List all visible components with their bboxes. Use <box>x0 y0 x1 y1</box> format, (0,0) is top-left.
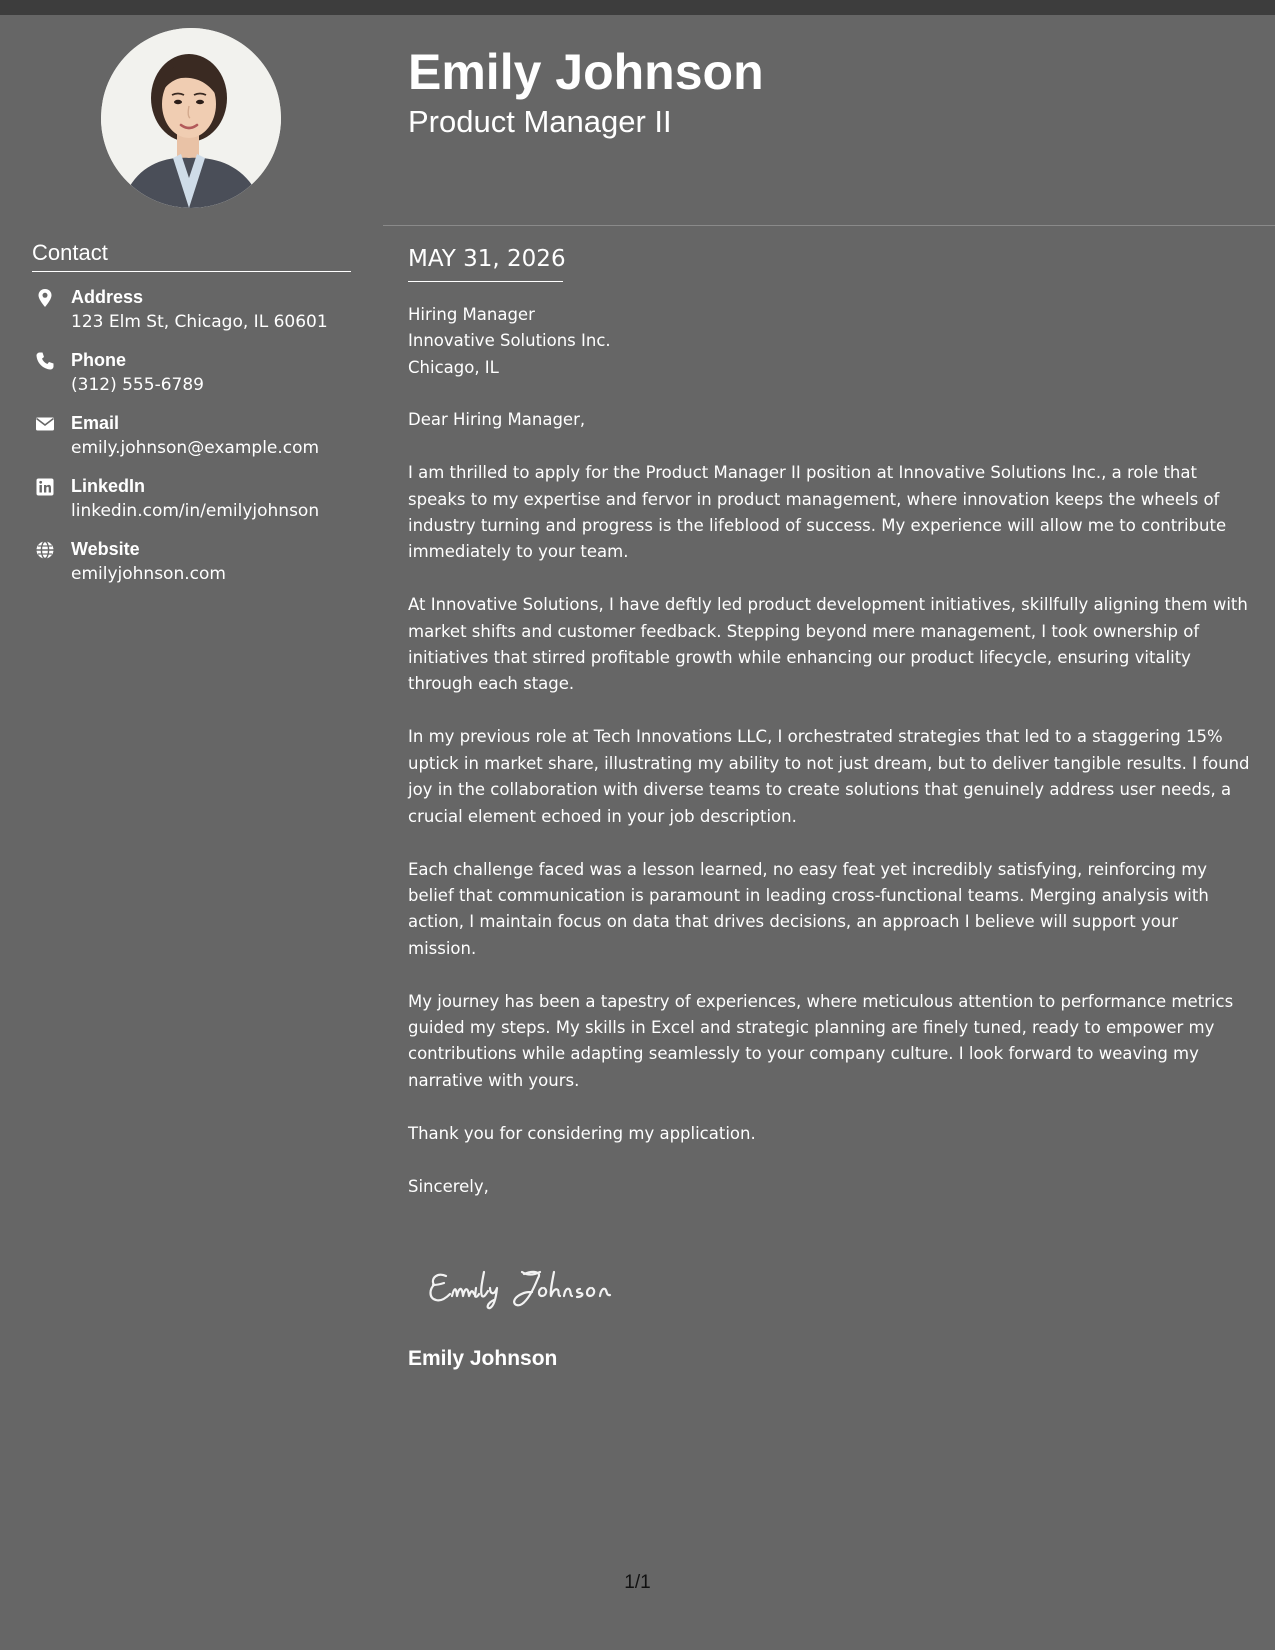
contact-item-linkedin <box>32 475 362 538</box>
job-title: Product Manager II <box>408 104 672 139</box>
phone-icon <box>35 351 55 371</box>
location-pin-icon <box>35 288 55 308</box>
letter-date: MAY 31, 2026 <box>408 246 566 272</box>
contact-list <box>32 286 362 601</box>
salutation: Dear Hiring Manager, <box>408 410 586 430</box>
svg-text:Emily Johnson: Emily Johnson <box>540 1316 548 1317</box>
contact-item-website <box>32 538 362 601</box>
date-divider <box>408 281 563 282</box>
letter-paragraph: I am thrilled to apply for the Product Manager II position at Innovative Solutions Inc., a role that speaks to my expertise and fervor in product management, where innovation keeps the wheels of industry turning and progress is the lifeblood of success. My experience will allow me to contribute immediately to your team. <box>408 463 1227 562</box>
page-number: 1/1 <box>624 1572 651 1593</box>
recipient-block <box>408 302 1250 381</box>
letter-paragraph: Each challenge faced was a lesson learned, no easy feat yet incredibly satisfying, reinforcing my belief that communication is paramount in leading cross-functional teams. Merging analysis with action, I maintain focus on data that drives decisions, an approach I believe will support your mission. <box>408 859 1209 958</box>
letter-paragraph: Thank you for considering my application. <box>408 1123 756 1143</box>
contact-label: LinkedIn <box>71 476 146 496</box>
contact-label: Phone <box>71 350 127 370</box>
header-divider <box>383 225 1275 226</box>
contact-value: emily.johnson@example.com <box>71 438 320 458</box>
contact-value: (312) 555-6789 <box>71 375 204 395</box>
letter-paragraph: In my previous role at Tech Innovations LLC, I orchestrated strategies that led to a staggering 15% uptick in market share, illustrating my ability to not just dream, but to deliver tangible results. I found joy in the collaboration with diverse teams to create solutions that genuinely address user needs, a crucial element echoed in your job description. <box>408 727 1250 826</box>
closing: Sincerely, <box>408 1176 489 1196</box>
contact-item-email <box>32 412 362 475</box>
contact-label: Website <box>71 539 140 559</box>
contact-label: Address <box>71 287 144 307</box>
letter-body <box>408 302 1250 1227</box>
handwritten-signature <box>424 1258 664 1318</box>
contact-item-phone <box>32 349 362 412</box>
recipient-line: Chicago, IL <box>408 357 499 377</box>
linkedin-icon <box>35 477 55 497</box>
letter-paragraph: My journey has been a tapestry of experiences, where meticulous attention to performance metrics guided my steps. My skills in Excel and strategic planning are finely tuned, ready to empower my contributions while adapting seamlessly to your company culture. I look forward to weaving my narrative with yours. <box>408 991 1234 1090</box>
signed-name: Emily Johnson <box>408 1347 558 1370</box>
envelope-icon <box>35 414 55 434</box>
recipient-line: Hiring Manager <box>408 305 535 324</box>
contact-value: linkedin.com/in/emilyjohnson <box>71 501 320 521</box>
contact-label: Email <box>71 413 120 433</box>
contact-item-address <box>32 286 362 349</box>
profile-photo <box>101 28 281 208</box>
contact-heading: Contact <box>32 240 108 265</box>
letter-paragraph: At Innovative Solutions, I have deftly led product development initiatives, skillfully aligning them with market shifts and customer feedback. Stepping beyond mere management, I took ownership of initiatives that stirred profitable growth while enhancing our product lifecycle, ensuring vitality through each stage. <box>408 595 1248 694</box>
top-bar <box>0 0 1275 15</box>
contact-value: 123 Elm St, Chicago, IL 60601 <box>71 312 328 332</box>
contact-value: emilyjohnson.com <box>71 564 226 584</box>
contact-divider <box>32 271 351 272</box>
globe-icon <box>35 540 55 560</box>
applicant-name: Emily Johnson <box>408 44 764 100</box>
recipient-line: Innovative Solutions Inc. <box>408 331 611 351</box>
